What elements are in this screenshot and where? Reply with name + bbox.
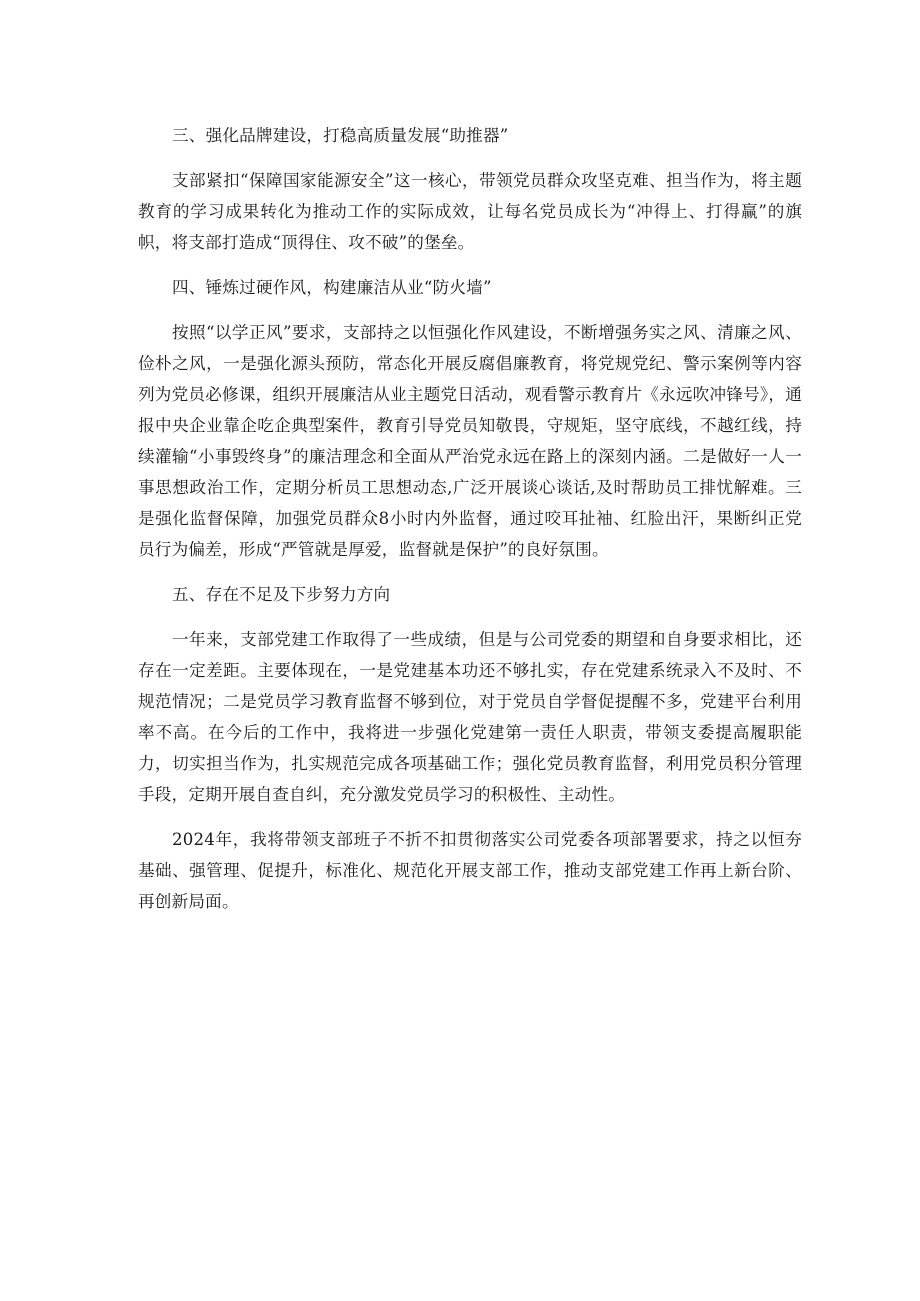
document-body [138,120,802,931]
section-heading-branding: 三、强化品牌建设，打稳高质量发展“助推器” [172,126,509,145]
section-heading-work-style: 四、锤炼过硬作风，构建廉洁从业“防火墙” [172,278,492,297]
section-heading-shortcomings: 五、存在不足及下步努力方向 [172,585,391,604]
paragraph-branding: 支部紧扣“保障国家能源安全”这一核心，带领党员群众攻坚克难、担当作为，将主题教育的学习成果转化为推动工作的实际成效，让每名党员成长为“冲得上、打得赢”的旗帜，将支部打造成“顶得住、攻不破”的堡垒。 [138,171,802,252]
paragraph-2024-plan: 2024年，我将带领支部班子不折不扣贯彻落实公司党委各项部署要求，持之以恒夯基础、强管理、促提升，标准化、规范化开展支部工作，推动支部党建工作再上新台阶、再创新局面。 [138,830,802,911]
paragraph-shortcomings: 一年来，支部党建工作取得了一些成绩，但是与公司党委的期望和自身要求相比，还存在一定差距。主要体现在，一是党建基本功还不够扎实，存在党建系统录入不及时、不规范情况；二是党员学习教育监督不够到位，对于党员自学督促提醒不多，党建平台利用率不高。在今后的工作中，我将进一步强化党建第一责任人职责，带领支委提高履职能力，切实担当作为，扎实规范完成各项基础工作；强化党员教育监督，利用党员积分管理手段，定期开展自查自纠，充分激发党员学习的积极性、主动性。 [138,630,802,804]
paragraph-work-style: 按照“以学正风”要求，支部持之以恒强化作风建设，不断增强务实之风、清廉之风、俭朴之风，一是强化源头预防，常态化开展反腐倡廉教育，将党规党纪、警示案例等内容列为党员必修课，组织开展廉洁从业主题党日活动，观看警示教育片《永远吹冲锋号》，通报中央企业靠企吃企典型案件，教育引导党员知敬畏，守规矩，坚守底线，不越红线，持续灌输“小事毁终身”的廉洁理念和全面从严治党永远在路上的深刻内涵。二是做好一人一事思想政治工作，定期分析员工思想动态,广泛开展谈心谈话,及时帮助员工排忧解难。三是强化监督保障，加强党员群众8小时内外监督，通过咬耳扯袖、红脸出汗，果断纠正党员行为偏差，形成“严管就是厚爱，监督就是保护”的良好氛围。 [138,323,802,559]
